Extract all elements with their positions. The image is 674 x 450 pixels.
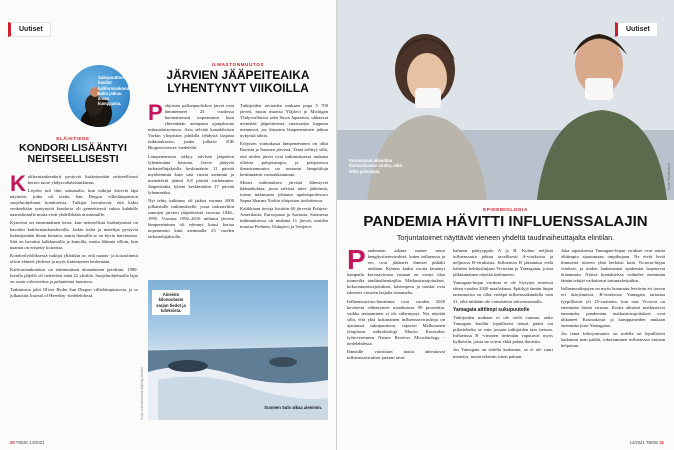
vulture-kicker: ELÄINTIEDE	[56, 136, 90, 141]
flu-subheading: Yamagata alttiimpi sukupuutolle	[453, 306, 530, 313]
folio-issue: 14/2021	[29, 440, 45, 445]
photo-credit: Kuva: Shutterstock	[667, 163, 671, 190]
photo-credit: Kuva: tutkimuksessa käytetty aineisto	[140, 367, 144, 420]
section-tag: Uutiset	[615, 22, 658, 37]
flu-paragraph: Joka tapauksessa Yamagata-linjan virukset ovat muita alttiimpia ajautumaan umpikujaan. Ne eivät leviä ihmisestä toiseen yhtä herkästi kuin Victoria-linjan virukset, ja niiden laukaisemat epidemiat laajenevat hitaammin. Näissä kontakteissa vaihtelee enemmän tämän tekijät vaikuttavat tartuntaketjuihin.	[561, 248, 665, 284]
ice-paragraph: Lämpenemisen näkyy talvisen jääpeiton lyhenemänä kestona. Järvet jäätyvät tarkastellujaksolla keskimäärin 11 päivää myöhemmin kuin sata vuotta aiemmin ja menettävät jäänsä 6,8 päivää varhemmin. Jääpeiteaika lyheni keskimäärin 17 päivää lyhemmäksi.	[148, 153, 234, 195]
flu-paragraph: kahteen päätyyppiin A ja B. Kolme neljästä influenssasta johtuu tavallisesti A-viruksista ja neljäsosa B-viruksista. Influenssa B jakaantuu vielä kahteen kehityslinjaan Victorian ja Yamagatan, joista jälkimmäinen näyttää kadonneen.	[453, 248, 553, 278]
ice-paragraph: Nyt tehty tutkimus oli jatkoa vuonna 2000 julkaistulle tutkimukselle, jossa tarkasteltiin samojen järvien jääpeitteistä vuosina 1846–1995. Vuosina 1992–2016 mittatut järvien lämpeneminen oli edennyt kuusi kertaa nopeammin kuin aiemmalla 25 vuoden tarkastelujaksolla.	[148, 197, 234, 240]
folio-page-number: 20	[10, 440, 15, 445]
vulture-lead: aliforniankondorit pystyvät lisääntymään neitseellisesti kertoo tuore yhdysvaltalaistutkimus.	[27, 174, 138, 186]
flu-paragraph: Yamagata-linjan viruksia ei ole löytynyt testeissä sitten vuoden 2020 maaliskuun. Epäilyjä tämän linjan tartunnoista on ollut vieläpä influenssakaudella vain 31, eikä mitkään ole varmistettu sekvensoimalla.	[453, 280, 553, 304]
flu-headline: PANDEMIA HÄVITTI INFLUENSSALAJIN	[363, 213, 648, 230]
vulture-paragraph: Löydös tuli ilmi sattumalta, kun tutkijat kävivät läpi näytteitä, jotka oli otettu San Diegon villieläinpuiston suojeluohjelman kondoreista. Tutkijat havaitsivat, että kaksi venkeeltään syntynyttä kondoria oli geneettisesti sukua kahdelle naaraslinnulle mutta eivät yhdellekään urosinnuille.	[10, 188, 138, 218]
ice-headline: JÄRVIEN JÄÄPEITEAIKA LYHENTYNYT VIIKOILLA	[166, 68, 310, 95]
flu-column-3	[561, 248, 665, 436]
ice-dropcap: P	[148, 103, 163, 125]
ice-paragraph: Kalikkiaan tietoja koottiin 60 järvestä Pohjois-Amerikasta, Euroopasta ja Aasiasta. Suomesta tutkimuksessa oli mukana 11 järveä, muiden muassa Pielinen, Oulujärvi ja Vesijärvi.	[240, 206, 328, 230]
right-folio	[630, 440, 664, 445]
left-folio	[10, 440, 44, 445]
flu-paragraph: Jos tämä kehitysmuutos on todella on lopullisesti kadonnut man päältä, rokottaminen influenssaa vastaan helpottuu.	[561, 330, 665, 348]
flu-kicker: EPIDEMIOLOGIA	[483, 207, 528, 212]
folio-page-number: 21	[659, 440, 664, 445]
flu-paragraph: Tutkijoiden mukaan ei ole vielä varmaa, onko Yamagata kuollut lopullisesti tienaä pääsä vai piilotteleeko se vain jossain tutkijoiden taas tietoon. Influenssa B -virusten tiedetään vaputuvat myös hylkeisiin, joista ne voivat ehkä palata ihmisiin.	[453, 315, 553, 345]
folio-mag: TIEDE	[645, 440, 659, 445]
flu-dropcap: P	[347, 248, 366, 275]
flu-paragraph: Influenssavirus-havainnot ovat vuoden 2020 kevätestä vähentyneet maailmassa 99 prosenttia, vaikka testaaminen ei ole vähentynyt. Nyt näyttää siltä, että yksi kokonainen influenssaviruslinja on ajautunut sukupuuttoon, raportoi Melbournen yliopiston mikrobiologi Marios Koutsakos työtovereineen Nature Reviews Microbiology -tiedelehdessä.	[347, 298, 445, 346]
flu-paragraph: andemian aikana monet muut hengitystieinvirukset, kuten influenssa ja rsv, ovat jättäneet ihmiset pitkälti rauhaan. Kolmas kiaksi vuotta kestänyt kampailu koronavirusta vastaan on vienyt tilaa tuumeilta taudinaiheuttajilta. Matkustusrajoitukset, kokoontumisrajoitukset, käsienpesu ja maskit ovat iskeneet virusten laajalta rintamalta.	[347, 248, 445, 296]
ice-map-caption: Aineisto kilonootasin sarjan tiedot ja tuloksista.	[152, 290, 190, 315]
vulture-paragraph: Kyseessä on ensimmäinen kerta, kun neitseellistä lisääntymistä on havaittu kaliforniankondoreilla. Jotkin kalat ja matelijat pystyvät lisääntymään ilman koiraita, mutta linnuilla se on hyvin harvinaista. Sitä on havaittu kalkkunoilla ja kanoilla, mutta lähinnä silloin, kun naaraat on eristetty koiraista.	[10, 220, 138, 250]
flu-subhead: Torjuntatoimet näyttävät vieneen yhdeltä taudinaiheuttajalta elintilan.	[396, 233, 615, 242]
vulture-photo-caption: Sukupuuttoon kuollut kaliforniankondori. Saku jatkuu ilman kumppania.	[98, 75, 136, 107]
flu-paragraph: Jos Yamagata on todella kadonnut, se ei ole suuri menetys, mutta tekevän sitten paluun.	[453, 347, 553, 359]
ice-photo-caption: Suomen Sulo alkaa aiemmin.	[264, 405, 322, 410]
vulture-paragraph: Tutkimusta johti Oliver Ryder San Diegon villieläinpuistosta, ja se julkaistiin Journal of Heredity -tiedelehdessä.	[10, 287, 138, 299]
vulture-paragraph: Kaliforniankondori on äärimmäisen uhanalainen petolintu. 1980-luvulla jäljellä oli tiettävästi enää 22 yksilöä. Suojeluohjelmalla lajia on saatu vahvistettua ja palautettua luontoon.	[10, 266, 138, 284]
vulture-paragraph: Kondorilyödöksessä tutkijat yllättikin se, että naaras- ja koiraslinnut olivat eläneet yhdessä ja myös lisääntyneet keskenään.	[10, 252, 138, 264]
ice-paragraph: Tutkijoiden arvioiden mukaan popa 5 700 järveä, muun muassa Yläjärvi ja Michigan Yhdysvalloissa sekä Suwa Japanissa, uhkaavat menettää jääpeitteensä vuosisadan loppuun mennessä, jos ilmaston lämpeneminen jatkuu nykyistä tahtia.	[240, 103, 328, 139]
ice-kicker: ILMASTONMUUTOS	[211, 62, 265, 67]
ice-column-1	[148, 103, 234, 275]
flu-column-2	[453, 248, 553, 436]
flu-photo-caption: Koronatauti aiheuttaa flunssakuume oireita, niitä ehkä pahempia.	[349, 158, 402, 174]
flu-paragraph: Ihmisille vuosittain tautia aiheuttavat influenssavirukset jaetaan tavat	[347, 349, 445, 361]
section-tag: Uutiset	[8, 22, 51, 37]
flu-paragraph: Influenssalinjojen on myös huomattu leviävän eri tavoin eri ikäryhmissä. B-viruksista Yamagata tartuttaa tyypillisesti yli 25-vuotiaita, kun taas Victoria on enemmän lasten virusaa. Koska aikuiset matkustavat enemmän, pandemian matkustusrajoitukset ovat uhkaneet Koutsakosin ja kumppaneiden mukaan enemmän juuri Yamagataa.	[561, 286, 665, 328]
vulture-article	[10, 174, 138, 436]
ice-paragraph: Monet tutkimuksen järvistä lähestyvät kääntekohtaa, jossa talvista tulee jäättömiä, toteaa tutkimusta johtanut apulaisprofessori Sapna Sharma Yorkin yliopiston tiedotteessa.	[240, 179, 328, 203]
ice-paragraph: Erityisen voimakasta lämpeneminen on ollut Ruotsin ja Suomen järvissä. Tämä selittyy sillä, että niiden järvet ovat tutkimuksessa mukana olleista pohjoisimpia, ja pohjoisessa ilmastonmuutos on nostanut lämpötiloja keskimäärin voimakkaammin.	[240, 141, 328, 177]
vulture-headline: KONDORI LISÄÄNTYI NEITSEELLISESTI	[19, 142, 127, 166]
vulture-dropcap: K	[10, 174, 26, 196]
folio-mag: TIEDE	[15, 440, 29, 445]
folio-issue: 14/2021	[629, 440, 645, 445]
right-page	[337, 0, 674, 450]
ice-paragraph: ohjoisen pallonpuoliskon järvet ovat lämmenneet 25 vuodessa huomattavasti nopeammin kuin yhteenkään aiempana ajanjaksona mittaushistoriassa. Asia selviää kanadalaisen Yorkin yliopiston johdolla tehdystä laajasta tutkimuksesta, jonka julkaisi JGR Biogeosciences -tiedelehti.	[148, 103, 234, 151]
flu-column-1	[347, 248, 445, 436]
ice-column-2	[240, 103, 328, 275]
